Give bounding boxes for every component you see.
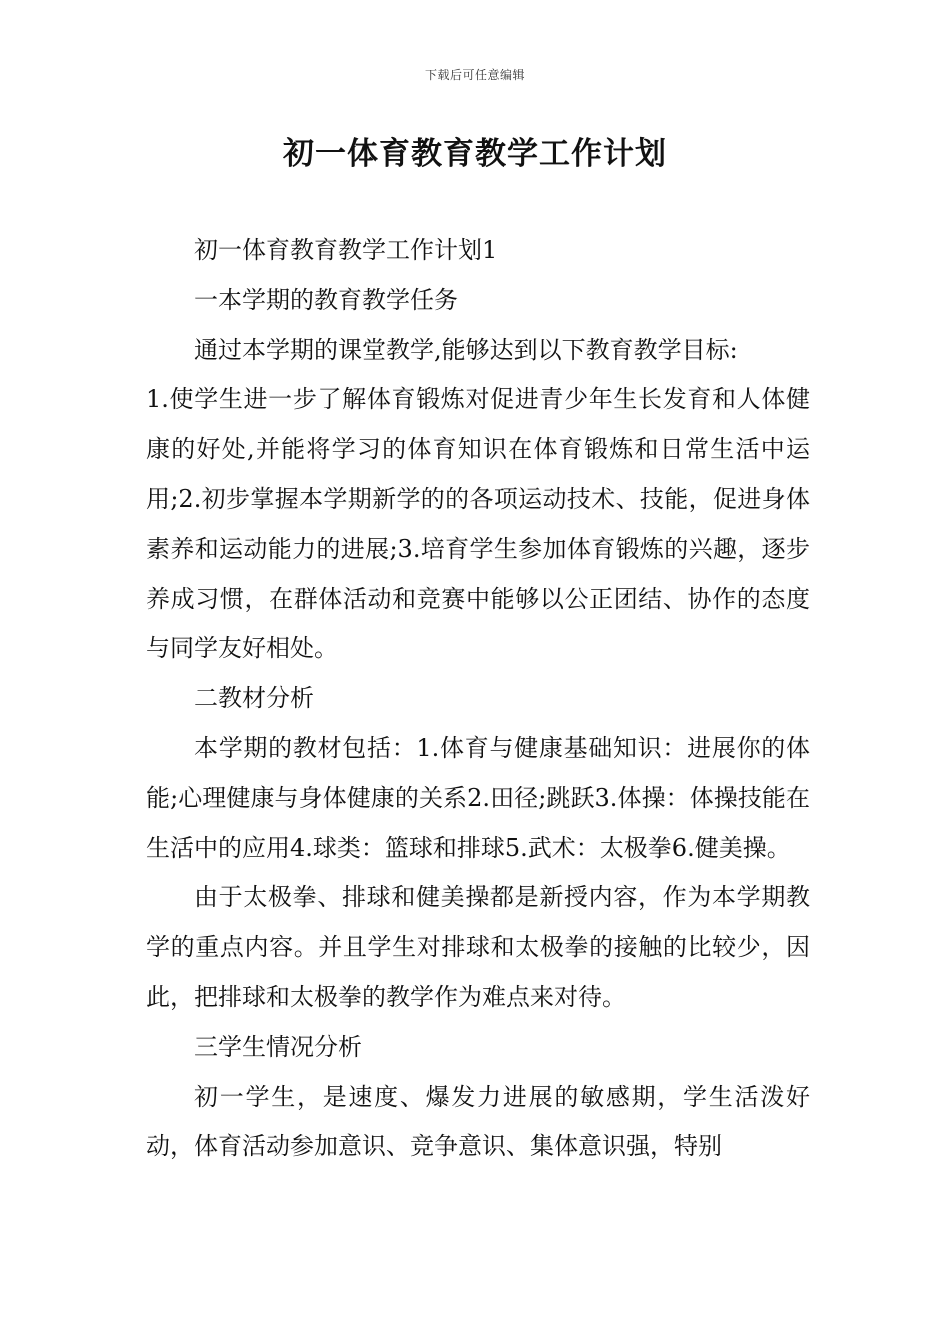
paragraph-intro: 通过本学期的课堂教学,能够达到以下教育教学目标:: [194, 335, 738, 364]
section-subtitle: 初一体育教育教学工作计划1: [194, 236, 498, 264]
document-body: [146, 226, 810, 1172]
header-note: 下载后可任意编辑: [424, 68, 525, 82]
section-heading-students: 三学生情况分析: [194, 1032, 362, 1061]
paragraph-focus: 由于太极拳、排球和健美操都是新授内容，作为本学期教学的重点内容。并且学生对排球和太极拳的接触的比较少，因此，把排球和太极拳的教学作为难点来对待。: [146, 883, 810, 1011]
paragraph-materials: 本学期的教材包括：1.体育与健康基础知识：进展你的体能;心理健康与身体健康的关系2.田径;跳跃3.体操：体操技能在生活中的应用4.球类：篮球和排球5.武术：太极拳6.健美操。: [146, 733, 810, 862]
section-heading-tasks: 一本学期的教育教学任务: [194, 285, 458, 314]
paragraph-goals: 1.使学生进一步了解体育锻炼对促进青少年生长发育和人体健康的好处,并能将学习的体育知识在体育锻炼和日常生活中运用;2.初步掌握本学期新学的的各项运动技术、技能，促进身体素养和运动能力的进展;3.培育学生参加体育锻炼的兴趣，逐步养成习惯，在群体活动和竞赛中能够以公正团结、协作的态度与同学友好相处。: [146, 385, 810, 663]
paragraph-students: 初一学生，是速度、爆发力进展的敏感期，学生活泼好动，体育活动参加意识、竞争意识、集体意识强，特别: [146, 1082, 810, 1161]
document-title: 初一体育教育教学工作计划: [283, 136, 667, 172]
section-heading-materials: 二教材分析: [194, 684, 314, 713]
